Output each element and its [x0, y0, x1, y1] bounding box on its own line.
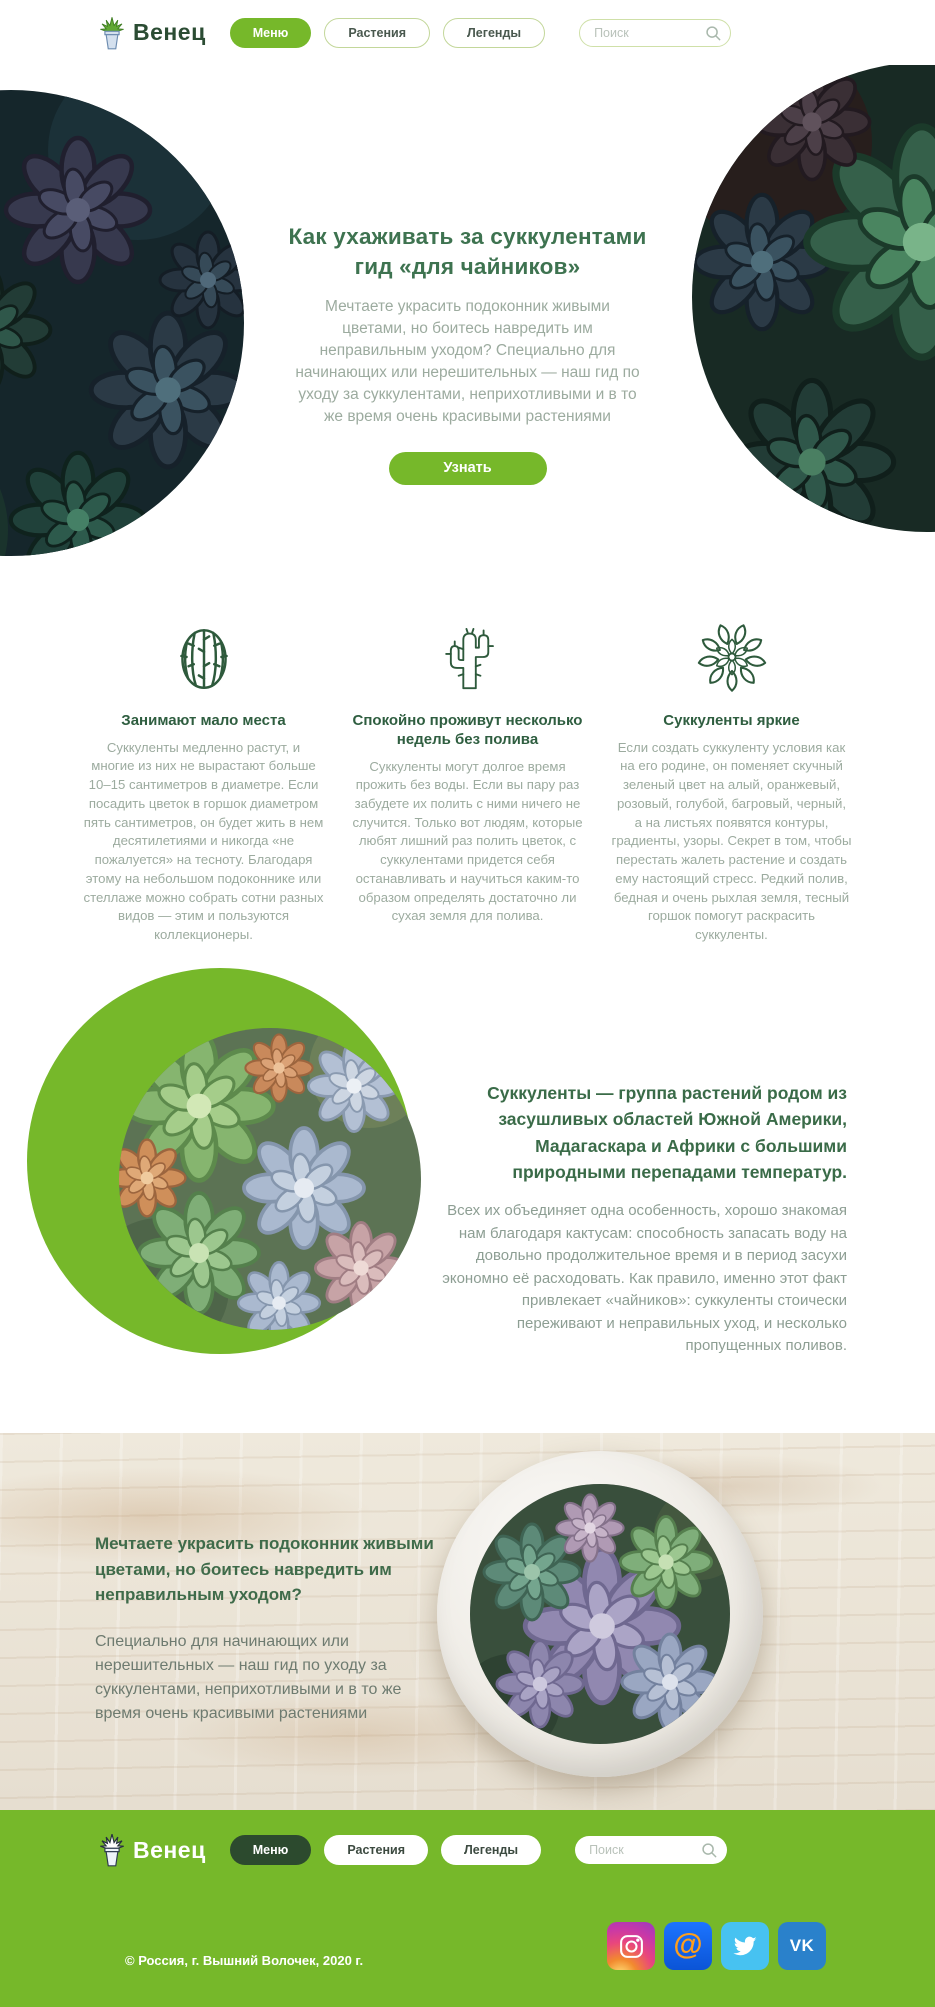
copyright-text: © Россия, г. Вышний Волочек, 2020 г. [125, 1953, 364, 1968]
hero-content [228, 222, 708, 485]
brand-name: Венец [133, 19, 206, 45]
cta-text [95, 1531, 447, 1726]
feature-title: Суккуленты яркие [663, 712, 800, 729]
succulent-rosette-icon [612, 618, 852, 700]
footer-nav [230, 1835, 541, 1865]
feature-text: Суккуленты медленно растут, и многие из них не вырастают больше 10–15 сантиметров в диаметре. Если посадить цветок в горшок диаметром пять сантиметров, он будет жить в нем десятилетиями и никогда «не пожалуется» на тесноту. Благодаря этому на небольшом подоконнике или стеллаже можно собрать сотни разных видов — этим и пользуются коллекционеры. [83, 739, 324, 943]
hero-text: Мечтаете украсить подоконник живыми цветами, но боитесь навредить им неправильным уходом? Специально для начинающих или нерешительных — наш гид по уходу за суккулентами, неприхотливыми и в то же время очень красивыми растениями [295, 298, 640, 426]
succulent-bowl-photo [437, 1451, 763, 1777]
cta-paragraph: Специально для начинающих или нерешительных — наш гид по уходу за суккулентами, неприхотливыми и в то же время очень красивыми растениями [95, 1632, 402, 1722]
feature-text: Если создать суккуленту условия как на его родине, он поменяет скучный зеленый цвет на алый, оранжевый, розовый, голубой, багровый, черный, а на листьях появятся контуры, градиенты, узоры. Секрет в том, чтобы перестать жалеть растение и создать ему настоящий стресс. Редкий полив, бедная и очень рыхлая земля, тесный горшок помогут раскрасить суккуленты. [611, 739, 852, 943]
main-nav [230, 18, 545, 48]
plant-pot-icon [97, 1832, 127, 1868]
about-paragraph: Всех их объединяет одна особенность, хорошо знакомая нам благодаря кактусам: способность запасать воду на довольно продолжительное время и в период засухи экономно её расходовать. Как правило, именно этот факт привлекает «чайников»: суккуленты стоически переживают и неправильных уход, и несколько пропущенных поливов. [442, 1202, 847, 1354]
header [0, 0, 935, 65]
search-box [579, 19, 731, 47]
feature-no-watering [348, 618, 588, 945]
mail-ru-icon[interactable]: @ [664, 1922, 712, 1970]
footer-nav-plants-button[interactable]: Растения [324, 1835, 428, 1865]
footer-bar [0, 1832, 935, 1868]
about-text [435, 1080, 847, 1358]
barrel-cactus-icon [84, 618, 324, 700]
feature-title: Занимают мало места [121, 712, 286, 729]
footer-search-box [575, 1836, 727, 1864]
features-section [78, 618, 858, 945]
footer-brand-name: Венец [133, 1836, 206, 1863]
learn-button[interactable]: Узнать [389, 452, 547, 485]
cta-title: Мечтаете украсить подоконник живыми цветами, но боитесь навредить им неправильным уходом? [95, 1534, 434, 1604]
brand-logo[interactable] [97, 15, 206, 51]
feature-bright [612, 618, 852, 945]
feature-title: Спокойно проживут несколько недель без полива [352, 712, 583, 748]
nav-plants-button[interactable]: Растения [324, 18, 430, 48]
feature-text: Суккуленты могут долгое время прожить без воды. Если вы пару раз забудете их полить с ними ничего не случится. Только вот людям, которые любят лишний раз полить цветок, с суккулентами придется себя останавливать и научиться каким-то образом определять достаточно ли сухая земля для полива. [352, 758, 583, 924]
twitter-icon[interactable] [721, 1922, 769, 1970]
footer-brand-logo[interactable] [97, 1832, 206, 1868]
footer-nav-legends-button[interactable]: Легенды [441, 1835, 541, 1865]
feature-small-space [84, 618, 324, 945]
plant-pot-icon [97, 15, 127, 51]
footer-nav-menu-button[interactable]: Меню [230, 1835, 312, 1865]
vk-icon[interactable]: VK [778, 1922, 826, 1970]
saguaro-cactus-icon [348, 618, 588, 700]
succulents-photo [119, 1028, 421, 1330]
about-title: Суккуленты — группа растений родом из засушливых областей Южной Америки, Мадагаскара и Африки с большими природными перепадами температур. [487, 1083, 847, 1182]
green-circle-decoration [27, 968, 413, 1354]
cta-section [0, 1433, 935, 1810]
search-icon[interactable] [705, 25, 722, 42]
nav-legends-button[interactable]: Легенды [443, 18, 545, 48]
social-links [607, 1922, 826, 1970]
instagram-icon[interactable] [607, 1922, 655, 1970]
nav-menu-button[interactable]: Меню [230, 18, 312, 48]
hero-photo-left [0, 90, 244, 556]
hero-photo-right [692, 62, 935, 532]
page-title: Как ухаживать за суккулентами гид «для чайников» [288, 224, 647, 279]
search-icon[interactable] [701, 1842, 718, 1859]
